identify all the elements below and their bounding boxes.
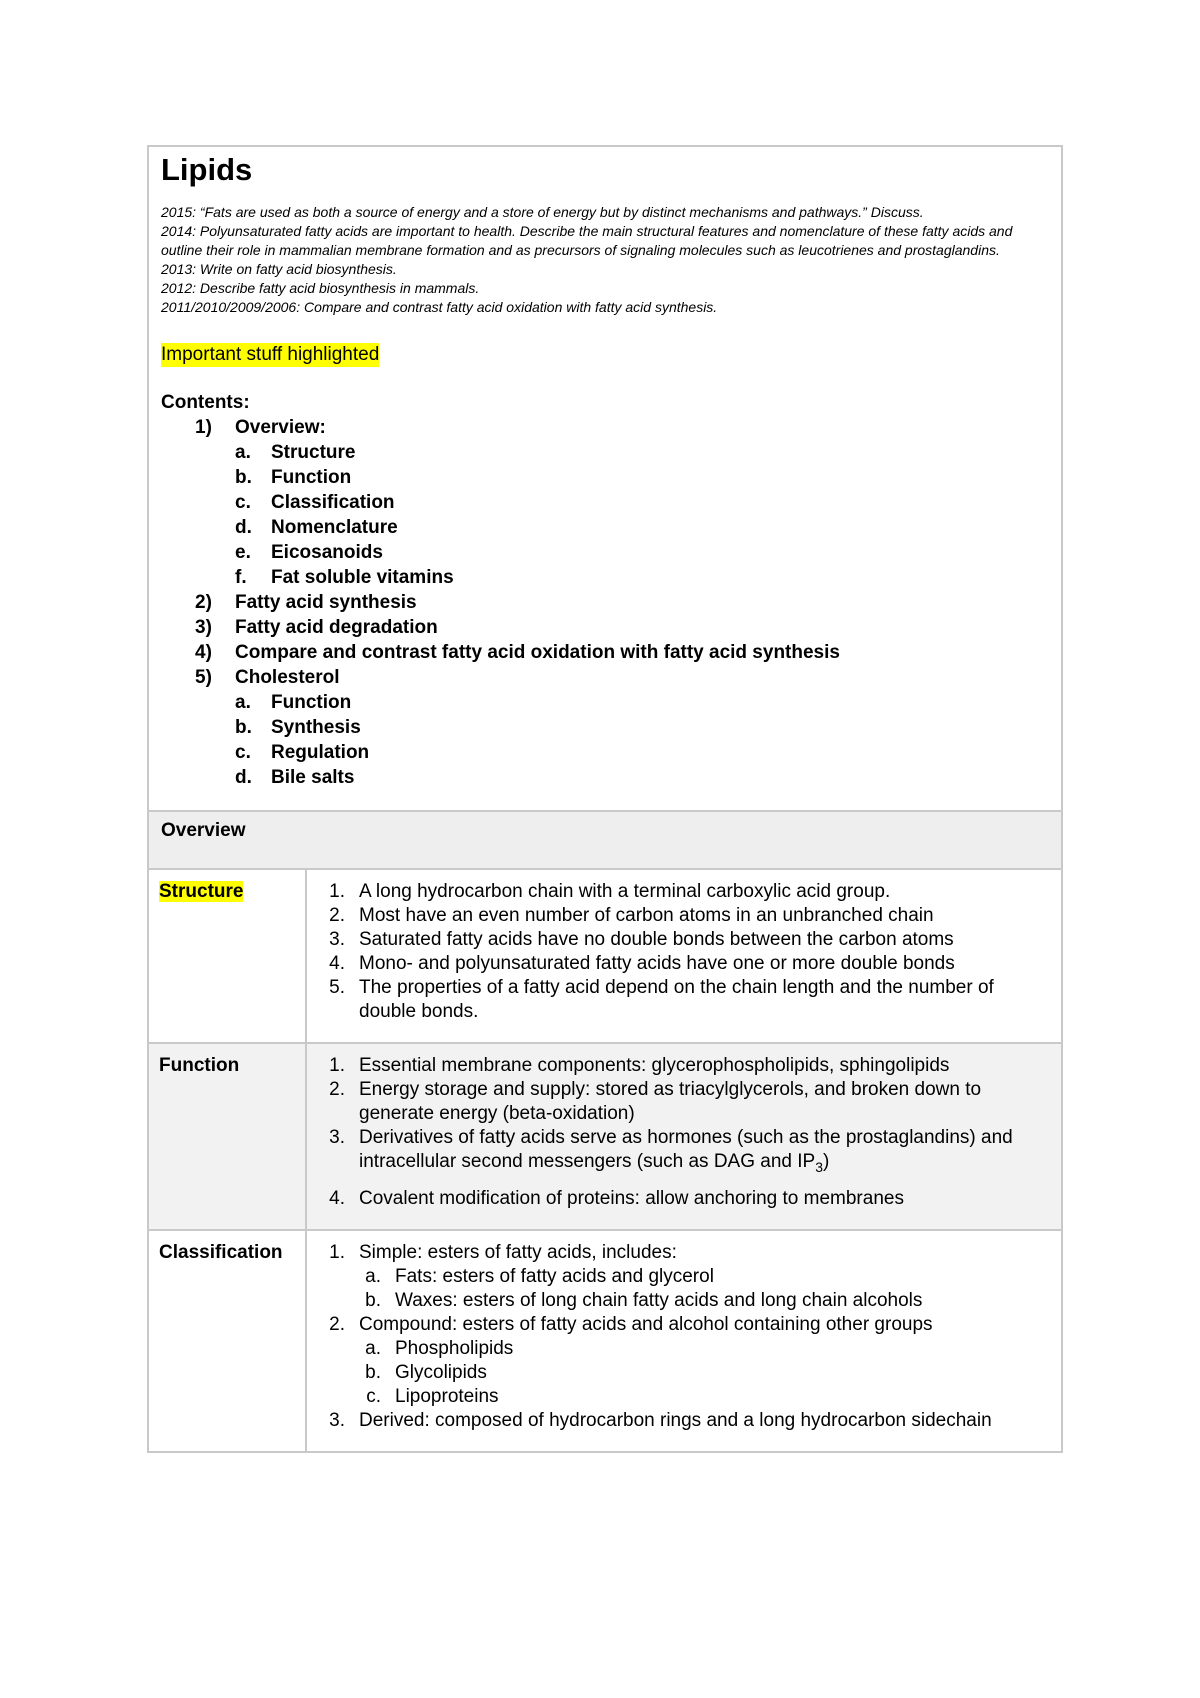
contents-item <box>195 615 1049 640</box>
exam-question: 2011/2010/2009/2006: Compare and contrast fatty acid oxidation with fatty acid synthesis. <box>161 299 718 316</box>
list-text: Essential membrane components: glycerophospholipids, sphingolipids <box>359 1055 950 1077</box>
contents-subitem-number: b. <box>235 467 252 489</box>
contents-subitem-label: Fat soluble vitamins <box>271 567 454 589</box>
structure-row <box>148 869 1062 1043</box>
contents-subitem-label: Function <box>271 692 352 714</box>
list-item <box>319 880 1049 904</box>
list-item <box>319 1126 1049 1179</box>
contents-subitem <box>235 740 1049 765</box>
row-content-cell <box>306 1230 1062 1452</box>
contents-subitem-label: Synthesis <box>271 717 361 739</box>
contents-item-label: Cholesterol <box>235 667 340 689</box>
list-number: 1. <box>329 881 345 903</box>
contents-item <box>195 640 1049 665</box>
list-text: Mono- and polyunsaturated fatty acids have one or more double bonds <box>359 953 955 975</box>
header-row <box>148 146 1062 811</box>
list-number: 4. <box>329 953 345 975</box>
contents-subitem-number: c. <box>235 492 251 514</box>
contents-item-number: 4) <box>195 642 212 664</box>
contents-subitem-label: Nomenclature <box>271 517 398 539</box>
contents-item <box>195 590 1049 615</box>
sub-list-item <box>359 1337 1049 1361</box>
list-item <box>319 1054 1049 1078</box>
contents-subitem <box>235 515 1049 540</box>
section-heading: Overview <box>148 811 1062 869</box>
contents-item-number: 3) <box>195 617 212 639</box>
contents-subitem-number: e. <box>235 542 251 564</box>
contents-subitem-number: c. <box>235 742 251 764</box>
list-number: 2. <box>329 905 345 927</box>
contents-subitem-number: d. <box>235 517 252 539</box>
sub-list-text: Waxes: esters of long chain fatty acids and long chain alcohols <box>395 1289 923 1311</box>
list-item <box>319 1078 1049 1126</box>
contents-item-label: Compare and contrast fatty acid oxidation with fatty acid synthesis <box>235 642 840 664</box>
sub-list-item <box>359 1385 1049 1409</box>
list-text: A long hydrocarbon chain with a terminal carboxylic acid group. <box>359 881 891 903</box>
list-number: 3. <box>329 1127 345 1149</box>
sub-list-number: a. <box>365 1265 381 1287</box>
contents-subitem <box>235 490 1049 515</box>
classification-row <box>148 1230 1062 1452</box>
row-label: Function <box>159 1055 240 1077</box>
sub-list-text: Phospholipids <box>395 1337 514 1359</box>
contents-item-number: 5) <box>195 667 212 689</box>
list-number: 2. <box>329 1079 345 1101</box>
contents-subitem-label: Bile salts <box>271 767 355 789</box>
list-item <box>319 1187 1049 1211</box>
list-number: 3. <box>329 929 345 951</box>
exam-questions <box>161 203 1049 317</box>
exam-question: 2012: Describe fatty acid biosynthesis in mammals. <box>161 280 480 297</box>
list-text-block <box>359 1241 1049 1313</box>
sub-list-text: Fats: esters of fatty acids and glycerol <box>395 1265 714 1287</box>
list-text: Derived: composed of hydrocarbon rings and a long hydrocarbon sidechain <box>359 1409 992 1431</box>
list-text: Most have an even number of carbon atoms in an unbranched chain <box>359 905 934 927</box>
contents-subitem-label: Structure <box>271 442 356 464</box>
contents-subitem-number: f. <box>235 567 247 589</box>
contents-subitem <box>235 465 1049 490</box>
highlight-note: Important stuff highlighted <box>161 344 380 366</box>
list-number: 2. <box>329 1313 345 1335</box>
sub-list-number: a. <box>365 1337 381 1359</box>
contents-subitem-number: b. <box>235 717 252 739</box>
sub-list-number: c. <box>366 1385 381 1407</box>
list-text <box>359 1126 1049 1179</box>
contents-subitem <box>235 540 1049 565</box>
exam-question: 2014: Polyunsaturated fatty acids are important to health. Describe the main structural features and nomenclature of these fatty acids and outline their role in mammalian membrane formation and as precursors of signaling molecules such as leucotrienes and prostaglandins. <box>161 223 1013 259</box>
list-text: Simple: esters of fatty acids, includes: <box>359 1241 677 1263</box>
contents-subitem-number: a. <box>235 692 251 714</box>
list-number: 1. <box>329 1241 345 1263</box>
contents-subitem <box>235 440 1049 465</box>
sub-list-text: Lipoproteins <box>395 1385 499 1407</box>
contents-subitem-number: d. <box>235 767 252 789</box>
list-text: Energy storage and supply: stored as triacylglycerols, and broken down to generate energy (beta-oxidation) <box>359 1079 982 1125</box>
contents-subitem-label: Regulation <box>271 742 370 764</box>
exam-question: 2015: “Fats are used as both a source of energy and a store of energy but by distinct mechanisms and pathways.” Discuss. <box>161 204 924 221</box>
list-item <box>319 952 1049 976</box>
list-text-main: Derivatives of fatty acids serve as hormones (such as the prostaglandins) and intracellular second messengers (such as DAG and IP <box>359 1127 1013 1173</box>
row-content-cell <box>306 1043 1062 1230</box>
list-text: Covalent modification of proteins: allow anchoring to membranes <box>359 1187 904 1209</box>
contents-list <box>161 415 1049 790</box>
list-text: The properties of a fatty acid depend on the chain length and the number of double bonds. <box>359 977 994 1023</box>
list-number: 1. <box>329 1055 345 1077</box>
exam-question: 2013: Write on fatty acid biosynthesis. <box>161 261 397 278</box>
contents-subitem <box>235 715 1049 740</box>
list-text-block <box>359 1313 1049 1409</box>
notes-table <box>147 145 1063 1453</box>
subscript: 3 <box>815 1158 824 1175</box>
contents-subitem-number: a. <box>235 442 251 464</box>
contents-sublist <box>195 440 1049 590</box>
contents-title: Contents: <box>161 392 250 414</box>
list-number: 4. <box>329 1187 345 1209</box>
list-text: Compound: esters of fatty acids and alcohol containing other groups <box>359 1313 933 1335</box>
contents-subitem-label: Classification <box>271 492 395 514</box>
contents-subitem <box>235 565 1049 590</box>
contents-subitem-label: Function <box>271 467 352 489</box>
page-title: Lipids <box>161 152 253 187</box>
row-label-cell <box>148 1230 306 1452</box>
contents-subitem-label: Eicosanoids <box>271 542 383 564</box>
header-cell <box>148 146 1062 811</box>
list-number: 5. <box>329 977 345 999</box>
row-label-cell <box>148 1043 306 1230</box>
contents-subitem <box>235 690 1049 715</box>
structure-list <box>319 880 1049 1024</box>
contents-item-label: Overview: <box>235 417 326 439</box>
contents-item-number: 2) <box>195 592 212 614</box>
contents-item-number: 1) <box>195 417 212 439</box>
sub-list-item <box>359 1289 1049 1313</box>
list-item <box>319 1241 1049 1313</box>
row-content-cell <box>306 869 1062 1043</box>
list-item <box>319 1313 1049 1409</box>
list-item <box>319 1409 1049 1433</box>
sub-list <box>359 1337 1049 1409</box>
list-item <box>319 904 1049 928</box>
row-label-cell <box>148 869 306 1043</box>
contents-item <box>195 665 1049 790</box>
row-label: Structure <box>159 881 244 903</box>
contents-subitem <box>235 765 1049 790</box>
contents-item-label: Fatty acid synthesis <box>235 592 417 614</box>
sub-list-number: b. <box>365 1289 381 1311</box>
function-row <box>148 1043 1062 1230</box>
function-list <box>319 1054 1049 1211</box>
contents-item <box>195 415 1049 590</box>
contents-item-label: Fatty acid degradation <box>235 617 438 639</box>
classification-list <box>319 1241 1049 1433</box>
contents-sublist <box>195 690 1049 790</box>
list-text-tail: ) <box>823 1151 830 1173</box>
overview-heading-row <box>148 811 1062 869</box>
list-item <box>319 976 1049 1024</box>
list-text: Saturated fatty acids have no double bonds between the carbon atoms <box>359 929 954 951</box>
list-number: 3. <box>329 1409 345 1431</box>
sub-list-item <box>359 1361 1049 1385</box>
sub-list <box>359 1265 1049 1313</box>
sub-list-item <box>359 1265 1049 1289</box>
sub-list-number: b. <box>365 1361 381 1383</box>
sub-list-text: Glycolipids <box>395 1361 487 1383</box>
row-label: Classification <box>159 1241 283 1263</box>
list-item <box>319 928 1049 952</box>
